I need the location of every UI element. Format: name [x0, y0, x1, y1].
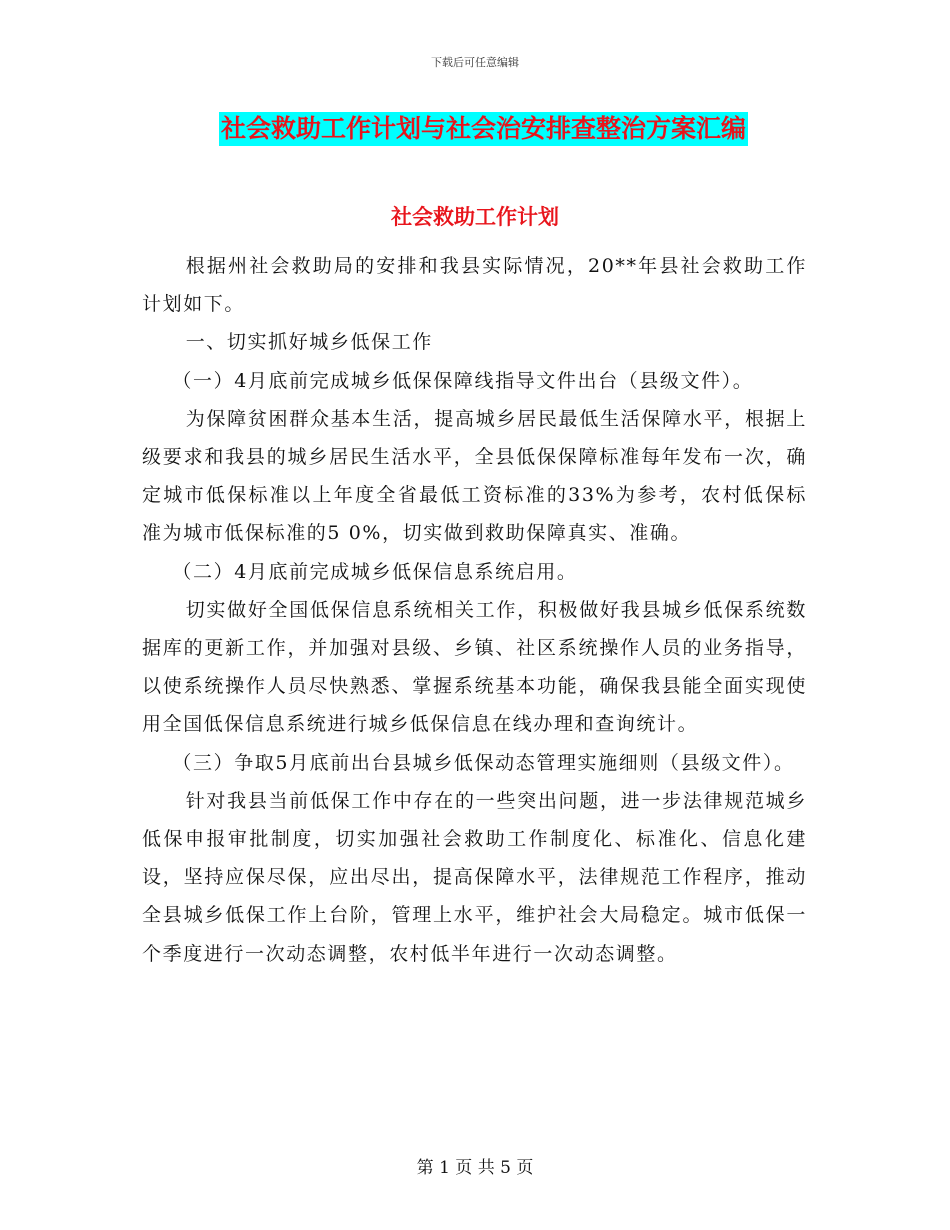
heading-section-1: 一、切实抓好城乡低保工作 — [185, 331, 433, 354]
paragraph-item-3: 针对我县当前低保工作中存在的一些突出问题，进一步法律规范城乡低保申报审批制度，切实加强社会救助工作制度化、标准化、信息化建设，坚持应保尽保，应出尽出，提高保障水平，法律规范工作程序，推动全县城乡低保工作上台阶，管理上水平，维护社会大局稳定。城市低保一个季度进行一次动态调整，农村低半年进行一次动态调整。 — [142, 789, 807, 965]
paragraph-intro: 根据州社会救助局的安排和我县实际情况，20**年县社会救助工作计划如下。 — [142, 255, 807, 316]
subheading-item-1: （一）4月底前完成城乡低保保障线指导文件出台（县级文件）。 — [172, 369, 754, 392]
paragraph-item-1: 为保障贫困群众基本生活，提高城乡居民最低生活保障水平，根据上级要求和我县的城乡居民生活水平，全县低保保障标准每年发布一次，确定城市低保标准以上年度全省最低工资标准的33%为参考，农村低保标准为城市低保标准的5 0%，切实做到救助保障真实、准确。 — [142, 407, 807, 545]
document-body — [142, 247, 807, 973]
subheading-item-3: （三）争取5月底前出台县城乡低保动态管理实施细则（县级文件）。 — [172, 751, 795, 774]
document-main-title: 社会救助工作计划与社会治安排查整治方案汇编 — [219, 112, 748, 146]
page-number-footer: 第 1 页 共 5 页 — [416, 1158, 534, 1178]
section-title: 社会救助工作计划 — [391, 204, 559, 229]
paragraph-item-2: 切实做好全国低保信息系统相关工作，积极做好我县城乡低保系统数据库的更新工作，并加强对县级、乡镇、社区系统操作人员的业务指导，以使系统操作人员尽快熟悉、掌握系统基本功能，确保我县能全面实现使用全国低保信息系统进行城乡低保信息在线办理和查询统计。 — [142, 598, 807, 736]
subheading-item-2: （二）4月底前完成城乡低保信息系统启用。 — [172, 560, 578, 583]
header-note: 下载后可任意编辑 — [431, 56, 519, 69]
